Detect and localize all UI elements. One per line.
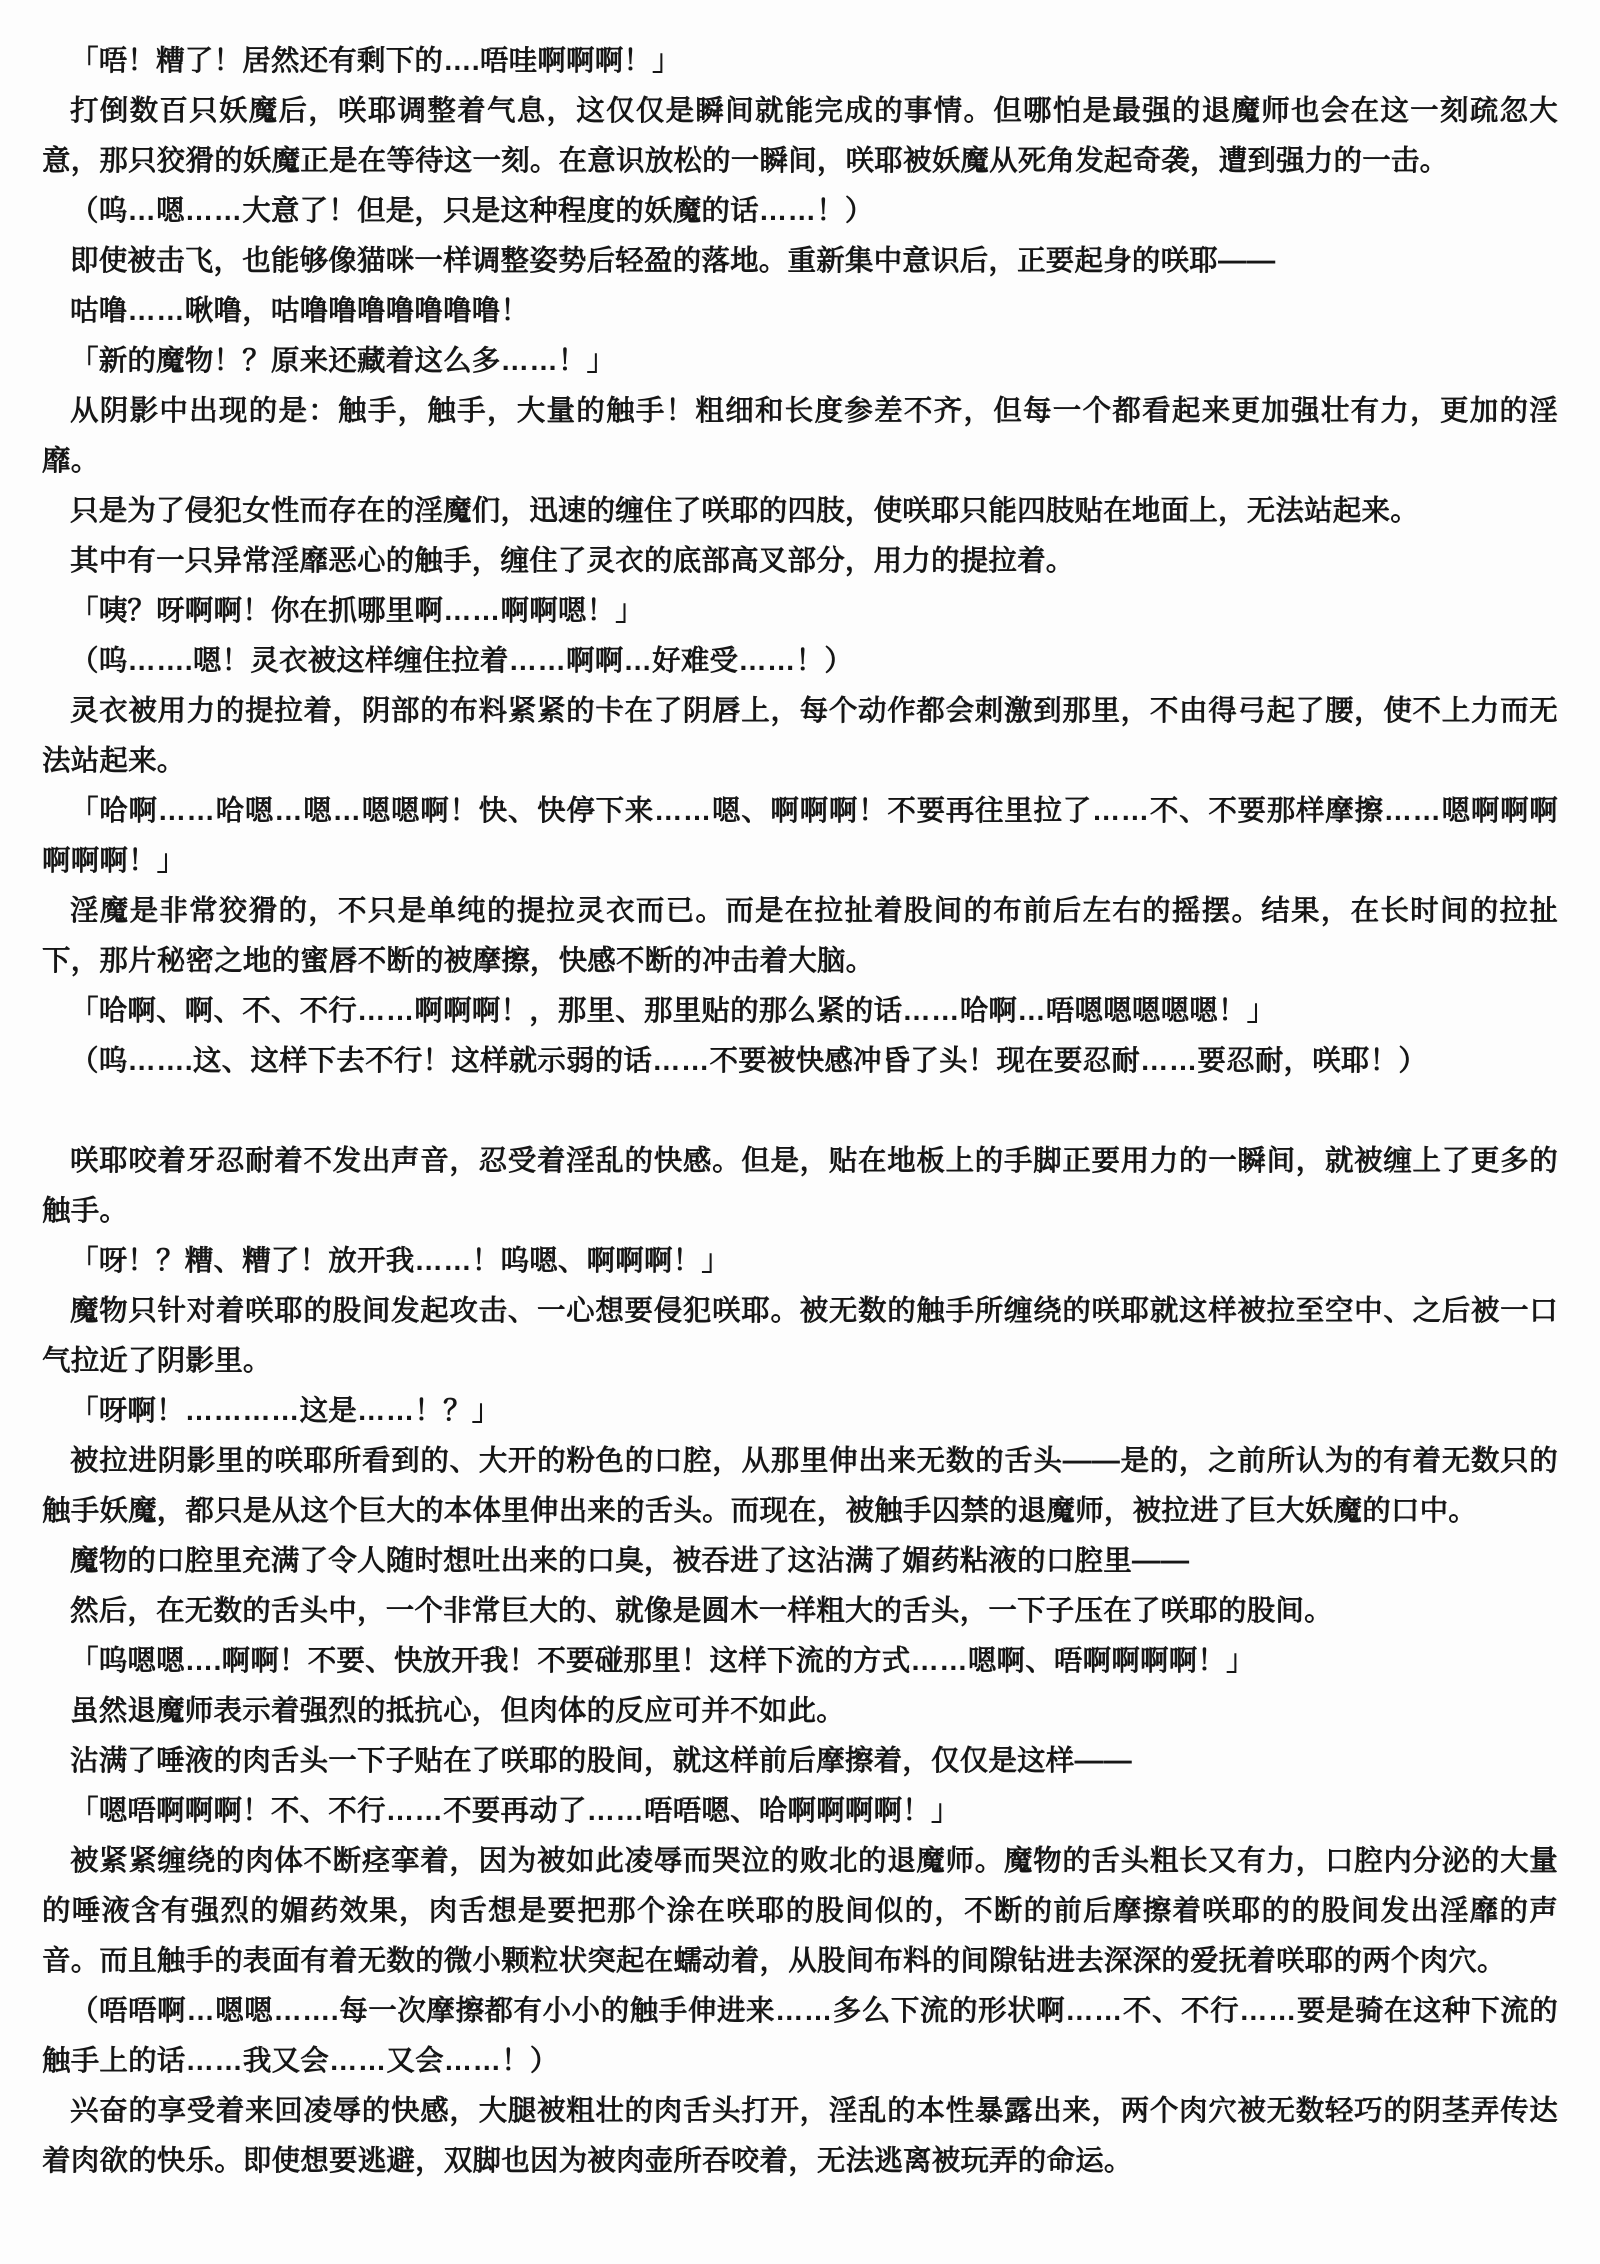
paragraph: 然后，在无数的舌头中，一个非常巨大的、就像是圆木一样粗大的舌头，一下子压在了咲耶的股间。	[70, 1595, 1333, 1627]
paragraph: 魔物只针对着咲耶的股间发起攻击、一心想要侵犯咲耶。被无数的触手所缠绕的咲耶就这样被拉至空中、之后被一口气拉近了阴影里。	[42, 1295, 1558, 1377]
paragraph: 只是为了侵犯女性而存在的淫魔们，迅速的缠住了咲耶的四肢，使咲耶只能四肢贴在地面上，无法站起来。	[70, 495, 1419, 527]
paragraph: 「新的魔物！？原来还藏着这么多……！」	[70, 345, 616, 377]
paragraph: 咲耶咬着牙忍耐着不发出声音，忍受着淫乱的快感。但是，贴在地板上的手脚正要用力的一瞬间，就被缠上了更多的触手。	[42, 1145, 1558, 1227]
paragraph: 「咦？呀啊啊！你在抓哪里啊……啊啊嗯！」	[70, 595, 645, 627]
paragraph: （呜…….嗯！灵衣被这样缠住拉着……啊啊…好难受……！）	[70, 645, 854, 677]
paragraph: 「哈啊、啊、不、不行……啊啊啊！，那里、那里贴的那么紧的话……哈啊…唔嗯嗯嗯嗯嗯！」	[70, 995, 1276, 1027]
paragraph: 其中有一只异常淫靡恶心的触手，缠住了灵衣的底部高叉部分，用力的提拉着。	[70, 545, 1075, 577]
paragraph: 虽然退魔师表示着强烈的抵抗心，但肉体的反应可并不如此。	[70, 1695, 845, 1727]
paragraph: 「唔！糟了！居然还有剩下的….唔哇啊啊啊！」	[70, 45, 681, 77]
paragraph: （呜…嗯……大意了！但是，只是这种程度的妖魔的话……！）	[70, 195, 874, 227]
paragraph: 即使被击飞，也能够像猫咪一样调整姿势后轻盈的落地。重新集中意识后，正要起身的咲耶——	[70, 245, 1276, 277]
paragraph: 魔物的口腔里充满了令人随时想吐出来的口臭，被吞进了这沾满了媚药粘液的口腔里——	[70, 1545, 1190, 1577]
paragraph: 「哈啊……哈嗯…嗯…嗯嗯啊！快、快停下来……嗯、啊啊啊！不要再往里拉了……不、不要那样摩擦……嗯啊啊啊啊啊啊！」	[42, 795, 1558, 877]
paragraph: 打倒数百只妖魔后，咲耶调整着气息，这仅仅是瞬间就能完成的事情。但哪怕是最强的退魔师也会在这一刻疏忽大意，那只狡猾的妖魔正是在等待这一刻。在意识放松的一瞬间，咲耶被妖魔从死角发起奇袭，遭到强力的一击。	[42, 95, 1558, 177]
paragraph: 咕噜……啾噜，咕噜噜噜噜噜噜噜！	[70, 295, 530, 327]
paragraph: （唔唔啊…嗯嗯…….每一次摩擦都有小小的触手伸进来……多么下流的形状啊……不、不行……要是骑在这种下流的触手上的话……我又会……又会……！）	[42, 1995, 1558, 2077]
paragraph: 从阴影中出现的是：触手，触手，大量的触手！粗细和长度参差不齐，但每一个都看起来更加强壮有力，更加的淫靡。	[42, 395, 1558, 477]
paragraph: 被紧紧缠绕的肉体不断痉挛着，因为被如此凌辱而哭泣的败北的退魔师。魔物的舌头粗长又有力，口腔内分泌的大量的唾液含有强烈的媚药效果，肉舌想是要把那个涂在咲耶的股间似的，不断的前后摩擦着咲耶的的股间发出淫靡的声音。而且触手的表面有着无数的微小颗粒状突起在蠕动着，从股间布料的间隙钻进去深深的爱抚着咲耶的两个肉穴。	[42, 1845, 1558, 1977]
paragraph: 灵衣被用力的提拉着，阴部的布料紧紧的卡在了阴唇上，每个动作都会刺激到那里，不由得弓起了腰，使不上力而无法站起来。	[42, 695, 1558, 777]
paragraph: 「呀！？糟、糟了！放开我……！呜嗯、啊啊啊！」	[70, 1245, 731, 1277]
paragraph: 沾满了唾液的肉舌头一下子贴在了咲耶的股间，就这样前后摩擦着，仅仅是这样——	[70, 1745, 1132, 1777]
paragraph: 「呀啊！…………这是……！？」	[70, 1395, 501, 1427]
paragraph: 淫魔是非常狡猾的，不只是单纯的提拉灵衣而已。而是在拉扯着股间的布前后左右的摇摆。结果，在长时间的拉扯下，那片秘密之地的蜜唇不断的被摩擦，快感不断的冲击着大脑。	[42, 895, 1558, 977]
paragraph: 兴奋的享受着来回凌辱的快感，大腿被粗壮的肉舌头打开，淫乱的本性暴露出来，两个肉穴被无数轻巧的阴茎弄传达着肉欲的快乐。即使想要逃避，双脚也因为被肉壶所吞咬着，无法逃离被玩弄的命运。	[42, 2095, 1558, 2177]
paragraph: 被拉进阴影里的咲耶所看到的、大开的粉色的口腔，从那里伸出来无数的舌头——是的，之前所认为的有着无数只的触手妖魔，都只是从这个巨大的本体里伸出来的舌头。而现在，被触手囚禁的退魔师，被拉进了巨大妖魔的口中。	[42, 1445, 1558, 1527]
paragraph: 「嗯唔啊啊啊！不、不行……不要再动了……唔唔嗯、哈啊啊啊啊！」	[70, 1795, 960, 1827]
paragraph: 「呜嗯嗯….啊啊！不要、快放开我！不要碰那里！这样下流的方式……嗯啊、唔啊啊啊啊！」	[70, 1645, 1255, 1677]
paragraph: （呜…….这、这样下去不行！这样就示弱的话……不要被快感冲昏了头！现在要忍耐……要忍耐，咲耶！）	[70, 1045, 1428, 1077]
